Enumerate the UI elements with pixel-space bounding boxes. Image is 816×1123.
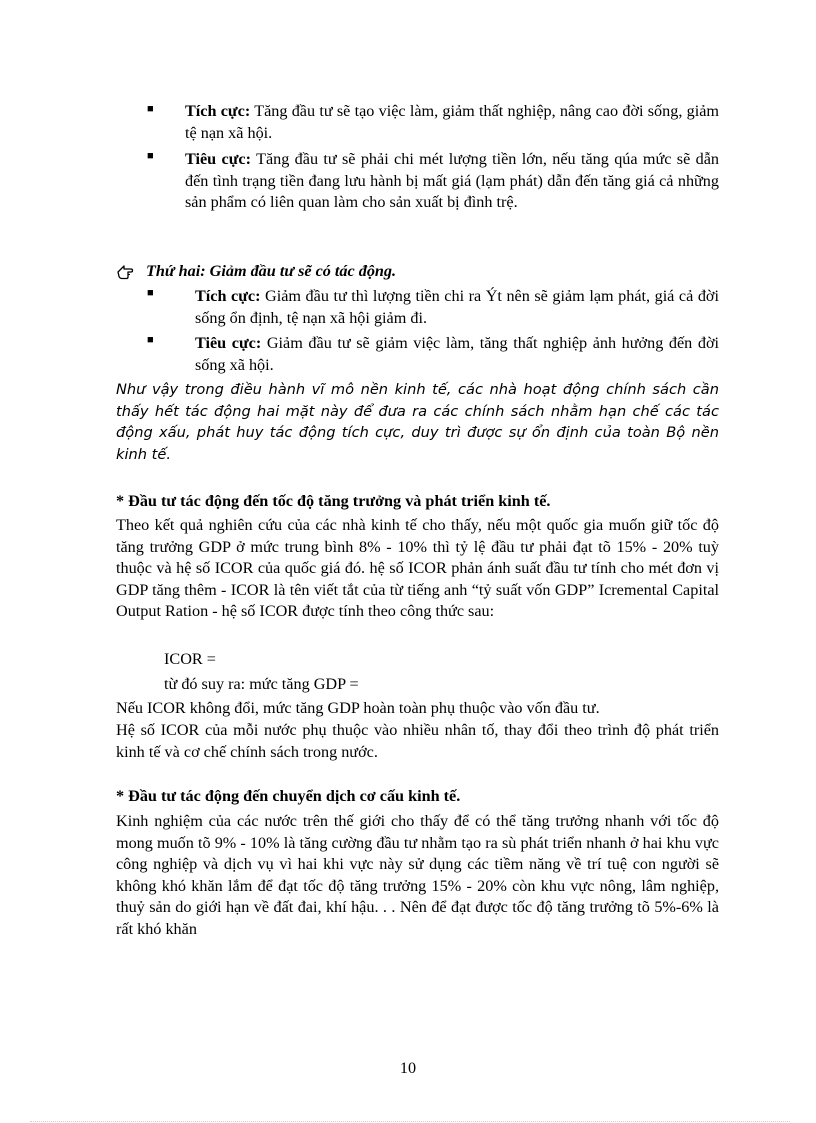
section-heading-growth: * Đầu tư tác động đến tốc độ tăng trưởng và phát triển kinh tế. [116, 492, 551, 510]
bullet-marker: ■ [147, 287, 154, 299]
bullet-positive-decrease [195, 286, 719, 329]
footer-divider [30, 1121, 790, 1122]
bullet-label: Tiêu cực: [195, 334, 262, 352]
page-number: 10 [399, 1059, 417, 1077]
bullet-marker: ■ [147, 150, 154, 162]
bullet-marker: ■ [147, 103, 154, 115]
bullet-text: Giảm đầu tư sẽ giảm việc làm, tăng thất nghiệp ảnh hưởng đến đời sống xã hội. [195, 334, 720, 374]
formula-gdp: từ đó suy ra: mức tăng GDP = [164, 675, 359, 693]
bullet-marker: ■ [147, 334, 154, 346]
pointing-hand-icon [116, 263, 134, 281]
conclusion-paragraph: Như vậy trong điều hành vĩ mô nền kinh tế, các nhà hoạt động chính sách cần thấy hết tác động hai mặt này để đưa ra các chính sách nhằm hạn chế các tác động xấu, phát huy tác động tích cực, duy trì được sự ổn định của toàn Bộ nền kinh tế. [116, 381, 719, 463]
icor-note: Nếu ICOR không đổi, mức tăng GDP hoàn toàn phụ thuộc vào vốn đầu tư. [116, 699, 600, 717]
bullet-negative-increase [185, 149, 719, 214]
bullet-text: Tăng đầu tư sẽ phải chi mét lượng tiền lớn, nếu tăng qúa mức sẽ dẫn đến tình trạng tiền đang lưu hành bị mất giá (lạm phát) dẫn đến tăng giá cả những sản phẩm có liên quan làm cho sản xuất bị đình trệ. [185, 150, 719, 211]
second-heading: Thứ hai: Giảm đầu tư sẽ có tác động. [146, 262, 397, 280]
bullet-negative-decrease [195, 333, 719, 376]
bullet-label: Tiêu cực: [185, 150, 252, 168]
bullet-positive-increase [185, 101, 719, 144]
structure-paragraph: Kinh nghiệm của các nước trên thế giới cho thấy để có thể tăng trưởng nhanh với tốc độ mong muốn tõ 9% - 10% là tăng cường đầu tư nhằm tạo ra sù phát triển nhanh ở hai khu vực công nghiệp và dịch vụ vì hai khi vực này sử dụng các tiềm năng về trí tuệ con người sẽ không khó khăn lắm để đạt tốc độ tăng trưởng 15% - 20% còn khu vực nông, lâm nghiệp, thuỷ sản do giới hạn về đất đai, khí hậu. . . Nên để đạt được tốc độ tăng trưởng tõ 5%-6% là rất khó khăn [116, 812, 719, 938]
section-heading-structure: * Đầu tư tác động đến chuyển dịch cơ cấu kinh tế. [116, 787, 461, 805]
formula-icor: ICOR = [164, 650, 216, 668]
bullet-text: Giảm đầu tư thì lượng tiền chi ra Ýt nên sẽ giảm lạm phát, giá cả đời sống ổn định, tệ nạn xã hội giảm đi. [195, 287, 719, 327]
icor-factors: Hệ số ICOR của mỗi nước phụ thuộc vào nhiều nhân tố, thay đổi theo trình độ phát triển kinh tế và cơ chế chính sách trong nước. [116, 721, 719, 761]
bullet-label: Tích cực: [195, 287, 261, 305]
bullet-label: Tích cực: [185, 102, 251, 120]
bullet-text: Tăng đầu tư sẽ tạo việc làm, giảm thất nghiệp, nâng cao đời sống, giảm tệ nạn xã hội. [185, 102, 719, 142]
growth-paragraph: Theo kết quả nghiên cứu của các nhà kinh tế cho thấy, nếu một quốc gia muốn giữ tốc độ tăng trưởng GDP ở mức trung bình 8% - 10% thì tỷ lệ đầu tư phải đạt tõ 15% - 20% tuỳ thuộc và hệ số ICOR của quốc giá đó. hệ số ICOR phản ánh suất đầu tư tính cho mét đơn vị GDP tăng thêm - ICOR là tên viết tắt của từ tiếng anh “tỷ suất vốn GDP” Icremental Capital Output Ration - hệ số ICOR được tính theo công thức sau: [116, 516, 719, 620]
